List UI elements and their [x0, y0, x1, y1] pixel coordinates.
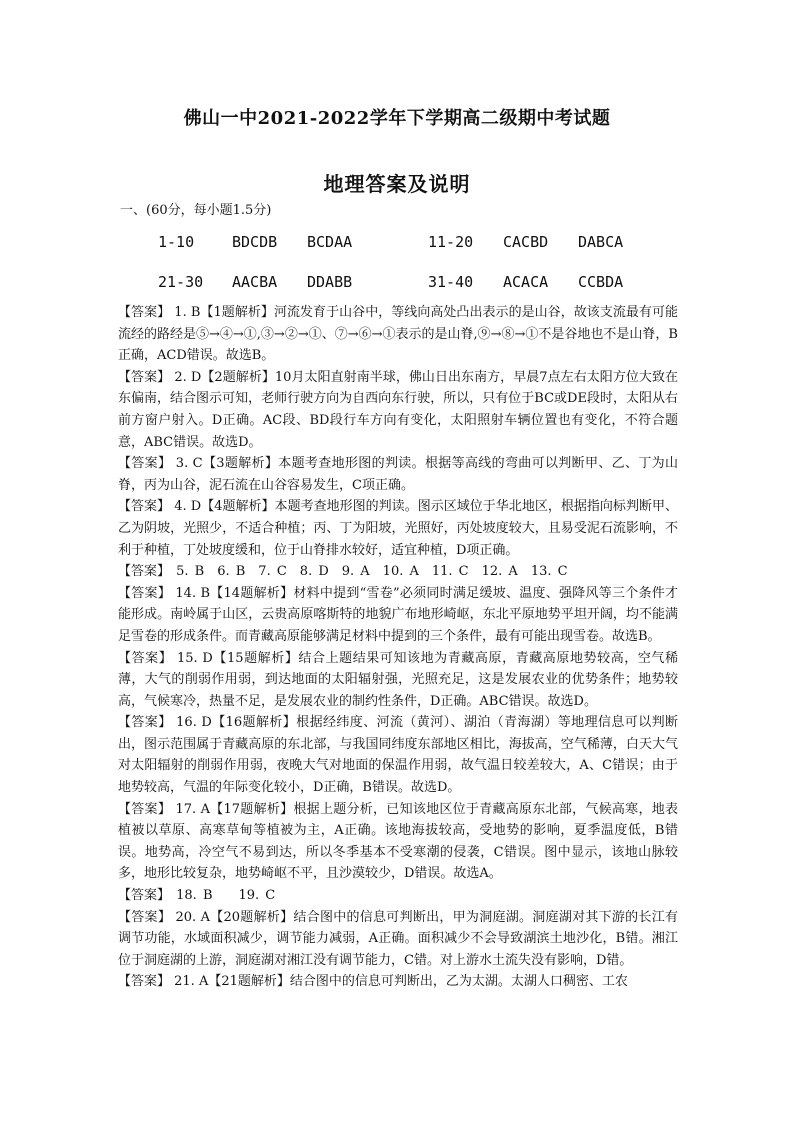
explanation-paragraph: 【答案】 16. D【16题解析】根据经纬度、河流（黄河）、湖泊（青海湖）等地理信息可以判断出，图示范围属于青藏高原的东北部，与我国同纬度东部地区相比，海拔高，空气稀薄，白天大气对太阳辐射的削弱作用弱，夜晚大气对地面的保温作用弱，故气温日较差较大，A、C错误；由于地势较高，气温的年际变化较小，D正确，B错误。故选D。: [118, 715, 678, 796]
answer-group: BDCDB: [232, 233, 278, 251]
answer-group: DDABB: [307, 273, 353, 291]
answer-group: AACBA: [232, 273, 278, 291]
explanations-block: [118, 302, 678, 993]
explanation-paragraph: 【答案】 17. A【17题解析】根据上题分析，已知该地区位于青藏高原东北部，气候高寒，地表植被以草原、高寒草甸等植被为主，A正确。该地海拔较高，受地势的影响，夏季温度低，B错误。地势高，冷空气不易到达，所以冬季基本不受寒潮的侵袭，C错误。图中显示，该地山脉较多，地形比较复杂，地势崎岖不平，且沙漠较少，D错误。故选A。: [118, 801, 678, 882]
answer-group: CACBD: [503, 233, 549, 251]
exam-subtitle: 地理答案及说明: [323, 172, 471, 196]
section-heading: 一、(60分，每小题1.5分): [120, 203, 272, 218]
answer-group: CCBDA: [578, 273, 624, 291]
explanation-paragraph: 【答案】 1. B【1题解析】河流发育于山谷中，等线向高处凸出表示的是山谷，故该支流最有可能流经的路经是⑤→④→①,③→②→①、⑦→⑥→①表示的是山脊,⑨→⑧→①不是谷地也不是山脊，B正确，ACD错误。故选B。: [118, 305, 678, 364]
question-range: 1-10: [158, 233, 195, 251]
question-range: 31-40: [428, 273, 474, 291]
answer-group: ACACA: [503, 273, 549, 291]
question-range: 21-30: [158, 273, 204, 291]
exam-title: 佛山一中2021-2022学年下学期高二级期中考试题: [183, 108, 611, 129]
explanation-paragraph: 【答案】 18. B 19. C: [118, 888, 276, 904]
explanation-paragraph: 【答案】 15. D【15题解析】结合上题结果可知该地为青藏高原，青藏高原地势较高，空气稀薄，大气的削弱作用弱，到达地面的太阳辐射强，光照充足，这是发展农业的优势条件；地势较高，气候寒冷，热量不足，是发展农业的制约性条件，D正确。ABC错误。故选D。: [118, 650, 678, 709]
explanation-paragraph: 【答案】 2. D【2题解析】10月太阳直射南半球，佛山日出东南方，早晨7点左右太阳方位大致在东偏南，结合图示可知，老师行驶方向为自西向东行驶，所以，只有位于BC或DE段时，太阳从右前方窗户射入。D正确。AC段、BD段行车方向有变化，太阳照射车辆位置也有变化，不符合题意，ABC错误。故选D。: [118, 369, 678, 450]
answer-group: BCDAA: [307, 233, 353, 251]
explanation-paragraph: 【答案】 3. C【3题解析】本题考查地形图的判读。根据等高线的弯曲可以判断甲、乙、丁为山脊，丙为山谷，泥石流在山谷容易发生，C项正确。: [118, 456, 678, 493]
explanation-paragraph: 【答案】 20. A【20题解析】结合图中的信息可判断出，甲为洞庭湖。洞庭湖对其下游的长江有调节功能，水域面积减少，调节能力减弱，A正确。面积减少不会导致湖滨土地沙化，B错。湘江位于洞庭湖的上游，洞庭湖对湘江没有调节能力，C错。对上游水土流失没有影响，D错。: [118, 909, 678, 968]
explanation-paragraph: 【答案】 5. B 6. B 7. C 8. D 9. A 10. A 11. C 12. A 13. C: [118, 564, 568, 580]
explanation-paragraph: 【答案】 14. B【14题解析】材料中提到“雪卷”必须同时满足缓坡、温度、强降风等三个条件才能形成。南岭属于山区，云贵高原喀斯特的地貌广布地形崎岖，东北平原地势平坦开阔，均不能满足雪卷的形成条件。而青藏高原能够满足材料中提到的三个条件，最有可能出现雪卷。故选B。: [118, 585, 678, 644]
answer-group: DABCA: [578, 233, 624, 251]
explanation-paragraph: 【答案】 4. D【4题解析】本题考查地形图的判读。图示区域位于华北地区，根据指向标判断甲、乙为阴坡，光照少，不适合种植；丙、丁为阳坡，光照好，丙处坡度较大，且易受泥石流影响，不利于种植，丁处坡度缓和，位于山脊排水较好，适宜种植，D项正确。: [118, 499, 678, 558]
question-range: 11-20: [428, 233, 474, 251]
explanation-paragraph: 【答案】 21. A【21题解析】结合图中的信息可判断出，乙为太湖。太湖人口稠密、工农: [118, 974, 628, 990]
